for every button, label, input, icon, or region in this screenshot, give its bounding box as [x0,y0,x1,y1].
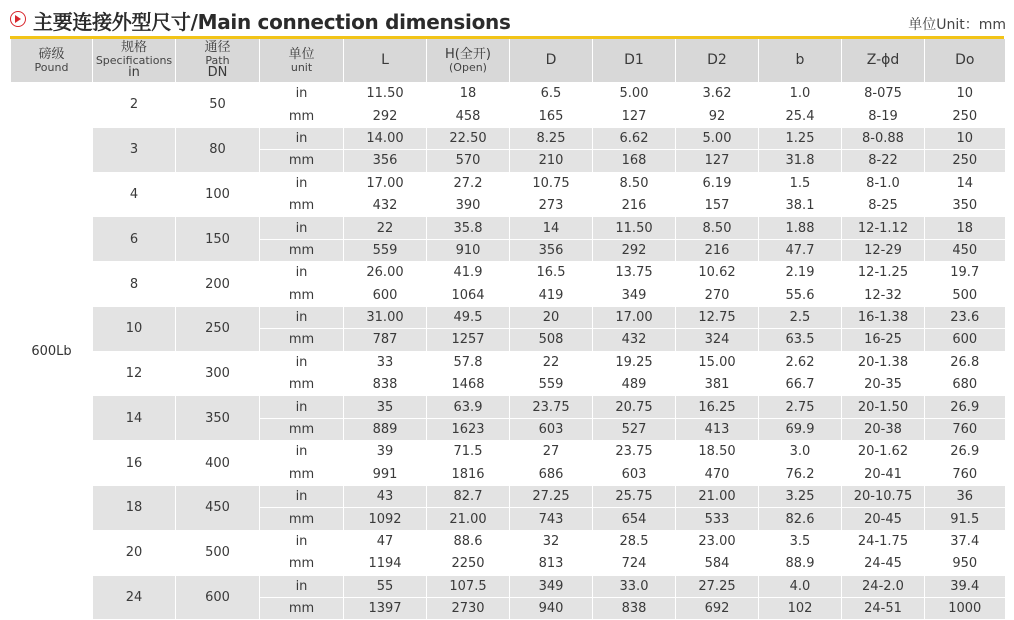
page-header [0,0,1014,36]
table-row [11,351,1005,373]
page-title: 主要连接外型尺寸/Main connection dimensions [33,10,511,34]
value-cell-d1: 216 [593,194,676,216]
value-cell-d1: 432 [593,329,676,351]
value-cell-b: 66.7 [759,374,842,396]
col-header-unit [260,39,344,83]
dn-cell: 500 [176,530,260,575]
value-cell-b: 88.9 [759,553,842,575]
value-cell-b: 31.8 [759,150,842,172]
value-cell-h: 82.7 [427,486,510,508]
value-cell-h: 910 [427,239,510,261]
value-cell-h: 18 [427,83,510,105]
value-cell-d1: 349 [593,284,676,306]
value-cell-d1: 292 [593,239,676,261]
value-cell-h: 1257 [427,329,510,351]
value-cell-d: 210 [510,150,593,172]
value-cell-d: 419 [510,284,593,306]
value-cell-d: 508 [510,329,593,351]
value-cell-b: 63.5 [759,329,842,351]
value-cell-d: 27.25 [510,486,593,508]
value-cell-do: 23.6 [925,306,1005,328]
table-row [11,262,1005,284]
value-cell-d2: 584 [676,553,759,575]
value-cell-h: 390 [427,194,510,216]
dn-cell: 100 [176,172,260,217]
value-cell-l: 1194 [344,553,427,575]
spec-cell: 6 [93,217,176,262]
value-cell-do: 14 [925,172,1005,194]
value-cell-l: 432 [344,194,427,216]
value-cell-do: 500 [925,284,1005,306]
value-cell-d: 8.25 [510,127,593,149]
value-cell-d1: 28.5 [593,530,676,552]
value-cell-z: 24-45 [842,553,925,575]
value-cell-do: 26.8 [925,351,1005,373]
value-cell-d: 6.5 [510,83,593,105]
value-cell-d: 349 [510,575,593,597]
play-circle-icon [10,11,26,27]
value-cell-z: 12-1.25 [842,262,925,284]
unit-cell: in [260,396,344,418]
value-cell-d1: 127 [593,105,676,127]
value-cell-d: 22 [510,351,593,373]
value-cell-d: 603 [510,418,593,440]
value-cell-do: 600 [925,329,1005,351]
value-cell-z: 20-1.38 [842,351,925,373]
col-header-dn-en: Path [205,53,230,67]
value-cell-z: 8-22 [842,150,925,172]
value-cell-l: 1397 [344,597,427,619]
value-cell-l: 356 [344,150,427,172]
col-header-dn [176,39,260,83]
col-header-h-cn: H(全开) [445,46,491,62]
value-cell-d2: 21.00 [676,486,759,508]
unit-cell: mm [260,463,344,485]
value-cell-z: 8-25 [842,194,925,216]
value-cell-b: 25.4 [759,105,842,127]
value-cell-b: 4.0 [759,575,842,597]
value-cell-b: 2.19 [759,262,842,284]
value-cell-l: 292 [344,105,427,127]
col-header-d: D [510,39,593,83]
value-cell-z: 20-1.62 [842,441,925,463]
value-cell-do: 91.5 [925,508,1005,530]
value-cell-d2: 12.75 [676,306,759,328]
value-cell-d2: 381 [676,374,759,396]
value-cell-d2: 8.50 [676,217,759,239]
value-cell-b: 2.5 [759,306,842,328]
value-cell-d: 940 [510,597,593,619]
value-cell-d1: 527 [593,418,676,440]
value-cell-do: 18 [925,217,1005,239]
dn-cell: 600 [176,575,260,620]
table-row [11,83,1005,105]
value-cell-b: 69.9 [759,418,842,440]
col-header-pound [11,39,93,83]
table-row [11,530,1005,552]
value-cell-d1: 33.0 [593,575,676,597]
value-cell-z: 20-45 [842,508,925,530]
value-cell-do: 19.7 [925,262,1005,284]
value-cell-h: 27.2 [427,172,510,194]
value-cell-d2: 692 [676,597,759,619]
value-cell-d: 559 [510,374,593,396]
value-cell-b: 3.25 [759,486,842,508]
value-cell-d1: 603 [593,463,676,485]
value-cell-b: 55.6 [759,284,842,306]
value-cell-d2: 127 [676,150,759,172]
value-cell-l: 600 [344,284,427,306]
value-cell-d2: 413 [676,418,759,440]
value-cell-z: 20-41 [842,463,925,485]
value-cell-d1: 489 [593,374,676,396]
table-row [11,575,1005,597]
value-cell-d: 273 [510,194,593,216]
value-cell-b: 38.1 [759,194,842,216]
spec-cell: 20 [93,530,176,575]
col-header-h-en: (Open) [449,60,487,74]
value-cell-do: 250 [925,150,1005,172]
col-header-spec [93,39,176,83]
col-header-pound-en: Pound [34,60,69,74]
value-cell-h: 458 [427,105,510,127]
unit-note: 单位Unit：mm [908,17,1006,33]
value-cell-l: 26.00 [344,262,427,284]
value-cell-l: 991 [344,463,427,485]
value-cell-d1: 724 [593,553,676,575]
table-row [11,172,1005,194]
value-cell-l: 39 [344,441,427,463]
value-cell-d1: 168 [593,150,676,172]
value-cell-d2: 23.00 [676,530,759,552]
value-cell-z: 20-38 [842,418,925,440]
unit-cell: mm [260,597,344,619]
value-cell-do: 950 [925,553,1005,575]
value-cell-h: 35.8 [427,217,510,239]
value-cell-b: 3.5 [759,530,842,552]
value-cell-l: 35 [344,396,427,418]
col-header-d1: D1 [593,39,676,83]
value-cell-h: 57.8 [427,351,510,373]
value-cell-do: 37.4 [925,530,1005,552]
value-cell-l: 22 [344,217,427,239]
unit-cell: mm [260,239,344,261]
unit-cell: in [260,127,344,149]
value-cell-d: 27 [510,441,593,463]
value-cell-d2: 216 [676,239,759,261]
value-cell-l: 55 [344,575,427,597]
value-cell-do: 760 [925,418,1005,440]
value-cell-d2: 92 [676,105,759,127]
value-cell-z: 20-10.75 [842,486,925,508]
dn-cell: 200 [176,262,260,307]
header-row [11,39,1005,83]
pound-cell: 600Lb [11,83,93,620]
spec-cell: 3 [93,127,176,172]
value-cell-l: 14.00 [344,127,427,149]
col-header-dn-abbr: DN [207,65,228,81]
spec-cell: 2 [93,83,176,128]
value-cell-z: 24-2.0 [842,575,925,597]
value-cell-h: 49.5 [427,306,510,328]
value-cell-h: 1623 [427,418,510,440]
value-cell-h: 41.9 [427,262,510,284]
unit-cell: mm [260,150,344,172]
value-cell-h: 2730 [427,597,510,619]
value-cell-z: 8-1.0 [842,172,925,194]
value-cell-d2: 3.62 [676,83,759,105]
value-cell-h: 570 [427,150,510,172]
value-cell-d2: 324 [676,329,759,351]
value-cell-l: 17.00 [344,172,427,194]
dn-cell: 450 [176,486,260,531]
value-cell-d: 10.75 [510,172,593,194]
value-cell-do: 26.9 [925,441,1005,463]
col-header-do: Do [925,39,1005,83]
unit-cell: mm [260,374,344,396]
value-cell-do: 10 [925,127,1005,149]
value-cell-z: 24-51 [842,597,925,619]
value-cell-l: 1092 [344,508,427,530]
spec-cell: 14 [93,396,176,441]
value-cell-z: 8-075 [842,83,925,105]
col-header-spec-cn: 规格 [120,40,147,56]
col-header-b: b [759,39,842,83]
value-cell-do: 1000 [925,597,1005,619]
value-cell-h: 107.5 [427,575,510,597]
unit-cell: mm [260,553,344,575]
col-header-l: L [344,39,427,83]
value-cell-b: 47.7 [759,239,842,261]
spec-cell: 24 [93,575,176,620]
unit-cell: in [260,441,344,463]
dimensions-table [10,39,1005,620]
value-cell-d2: 16.25 [676,396,759,418]
value-cell-z: 20-1.50 [842,396,925,418]
value-cell-d: 20 [510,306,593,328]
value-cell-b: 76.2 [759,463,842,485]
value-cell-h: 1064 [427,284,510,306]
table-row [11,127,1005,149]
value-cell-l: 33 [344,351,427,373]
unit-cell: mm [260,105,344,127]
value-cell-b: 1.25 [759,127,842,149]
spec-cell: 18 [93,486,176,531]
unit-cell: mm [260,194,344,216]
value-cell-z: 12-32 [842,284,925,306]
value-cell-d2: 270 [676,284,759,306]
value-cell-l: 31.00 [344,306,427,328]
value-cell-z: 24-1.75 [842,530,925,552]
value-cell-do: 350 [925,194,1005,216]
value-cell-do: 250 [925,105,1005,127]
unit-cell: mm [260,329,344,351]
value-cell-d2: 533 [676,508,759,530]
value-cell-d1: 11.50 [593,217,676,239]
value-cell-h: 71.5 [427,441,510,463]
value-cell-d: 356 [510,239,593,261]
value-cell-d1: 6.62 [593,127,676,149]
value-cell-l: 47 [344,530,427,552]
value-cell-d1: 13.75 [593,262,676,284]
value-cell-h: 22.50 [427,127,510,149]
col-header-dn-cn: 通径 [204,40,231,56]
spec-cell: 10 [93,306,176,351]
value-cell-d2: 6.19 [676,172,759,194]
value-cell-l: 11.50 [344,83,427,105]
value-cell-do: 26.9 [925,396,1005,418]
table-row [11,486,1005,508]
dn-cell: 50 [176,83,260,128]
value-cell-d2: 10.62 [676,262,759,284]
value-cell-l: 838 [344,374,427,396]
value-cell-do: 680 [925,374,1005,396]
spec-cell: 8 [93,262,176,307]
value-cell-d: 743 [510,508,593,530]
value-cell-d1: 5.00 [593,83,676,105]
value-cell-d2: 157 [676,194,759,216]
unit-cell: mm [260,508,344,530]
unit-cell: in [260,83,344,105]
unit-cell: in [260,262,344,284]
table-row [11,396,1005,418]
value-cell-d: 16.5 [510,262,593,284]
value-cell-b: 2.75 [759,396,842,418]
value-cell-l: 559 [344,239,427,261]
table-row [11,217,1005,239]
value-cell-d1: 20.75 [593,396,676,418]
value-cell-d1: 8.50 [593,172,676,194]
value-cell-b: 82.6 [759,508,842,530]
spec-cell: 12 [93,351,176,396]
value-cell-do: 760 [925,463,1005,485]
value-cell-h: 21.00 [427,508,510,530]
spec-cell: 16 [93,441,176,486]
value-cell-d1: 654 [593,508,676,530]
table-body [11,83,1005,620]
col-header-unit-cn: 单位 [288,46,315,62]
value-cell-d2: 15.00 [676,351,759,373]
value-cell-z: 12-1.12 [842,217,925,239]
value-cell-z: 20-35 [842,374,925,396]
value-cell-l: 889 [344,418,427,440]
value-cell-d: 165 [510,105,593,127]
table-row [11,306,1005,328]
dn-cell: 250 [176,306,260,351]
value-cell-d1: 17.00 [593,306,676,328]
col-header-spec-en: Specifications [95,53,173,67]
value-cell-d: 14 [510,217,593,239]
col-header-z: Z-ϕd [842,39,925,83]
unit-cell: mm [260,284,344,306]
unit-cell: in [260,575,344,597]
value-cell-b: 1.5 [759,172,842,194]
col-header-spec-unit: in [128,65,140,81]
value-cell-do: 36 [925,486,1005,508]
spec-cell: 4 [93,172,176,217]
value-cell-d: 813 [510,553,593,575]
value-cell-d: 23.75 [510,396,593,418]
value-cell-d2: 5.00 [676,127,759,149]
dimensions-table-container [10,36,1004,617]
value-cell-d1: 25.75 [593,486,676,508]
value-cell-l: 43 [344,486,427,508]
value-cell-d1: 838 [593,597,676,619]
dn-cell: 300 [176,351,260,396]
value-cell-z: 16-1.38 [842,306,925,328]
value-cell-z: 16-25 [842,329,925,351]
col-header-h [427,39,510,83]
unit-cell: mm [260,418,344,440]
value-cell-d2: 27.25 [676,575,759,597]
value-cell-h: 63.9 [427,396,510,418]
dn-cell: 150 [176,217,260,262]
value-cell-b: 1.0 [759,83,842,105]
col-header-d2: D2 [676,39,759,83]
unit-cell: in [260,530,344,552]
unit-cell: in [260,486,344,508]
value-cell-d2: 18.50 [676,441,759,463]
value-cell-d1: 19.25 [593,351,676,373]
value-cell-do: 450 [925,239,1005,261]
dn-cell: 400 [176,441,260,486]
value-cell-b: 3.0 [759,441,842,463]
value-cell-h: 1816 [427,463,510,485]
value-cell-d1: 23.75 [593,441,676,463]
value-cell-h: 88.6 [427,530,510,552]
unit-cell: in [260,306,344,328]
value-cell-do: 10 [925,83,1005,105]
table-row [11,441,1005,463]
value-cell-d: 32 [510,530,593,552]
unit-cell: in [260,172,344,194]
value-cell-b: 1.88 [759,217,842,239]
value-cell-d2: 470 [676,463,759,485]
value-cell-h: 2250 [427,553,510,575]
value-cell-z: 8-0.88 [842,127,925,149]
unit-cell: in [260,217,344,239]
value-cell-z: 8-19 [842,105,925,127]
value-cell-b: 2.62 [759,351,842,373]
value-cell-h: 1468 [427,374,510,396]
unit-cell: in [260,351,344,373]
value-cell-d: 686 [510,463,593,485]
col-header-pound-cn: 磅级 [38,46,65,62]
value-cell-z: 12-29 [842,239,925,261]
value-cell-b: 102 [759,597,842,619]
col-header-unit-en: unit [290,60,313,74]
value-cell-l: 787 [344,329,427,351]
dn-cell: 350 [176,396,260,441]
dn-cell: 80 [176,127,260,172]
value-cell-do: 39.4 [925,575,1005,597]
